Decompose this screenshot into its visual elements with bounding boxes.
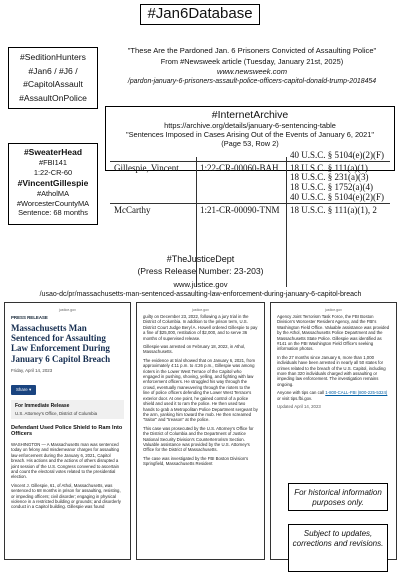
archive-doc-title: "Sentences Imposed in Cases Arising Out of the Events of January 6, 2021" [125,130,375,139]
table-cell-case: 1:22-CR-00060-BAH [200,163,279,173]
title-box [140,4,260,25]
article-subhead: Defendant Used Police Shield to Ram Into Officers [11,424,123,438]
page-title: #Jan6Database [147,5,253,22]
person-handle: #SweaterHead [23,147,83,157]
archive-tag: #InternetArchive [211,109,289,121]
chevron-down-icon: ▾ [28,386,32,392]
historical-note [288,483,388,511]
doj-site: www.justice.gov [173,280,228,289]
doj-path: /usao-dc/pr/massachusetts-man-sentenced-assaulting-law-enforcement-during-january-6-capitol-breach [39,291,362,298]
contact-tail: or visit tips.fbi.gov. [277,395,313,401]
article-paragraph: WASHINGTON — A Massachusetts man was sentenced today on felony and misdemeanor charges for assaulting law enforcement during the January 6, 2021, Capitol breach. His actions and the actions of others disrupted a joint session of the U.S. Congress convened to ascertain and count the electoral votes related to the presidential election. [11,442,119,480]
person-box [8,143,98,225]
release-info-box [11,400,124,419]
table-cell-statute: 18 U.S.C. § 111(a)(1) [290,163,368,173]
article-paragraph: Vincent J. Gillespie, 61, of Athol, Massachusetts, was sentenced to 68 months in prison for assaulting, resisting, or impeding officers; civil disorder; engaging in physical violence in a restricted building or grounds; and disorderly conduct in a Capitol building. Gillespie was found [11,482,121,510]
table-row [110,203,390,215]
article-column [136,302,265,560]
column-header: justice.gov [325,308,342,312]
person-case: 1:22-CR-60 [33,167,73,177]
doj-tag: #TheJusticeDept [166,254,235,264]
hashtag: #AssaultOnPolice [19,92,87,103]
updated-date: Updated April 14, 2023 [277,404,321,410]
article-column [4,302,131,560]
release-office: U.S. Attorney's Office, District of Columbia [15,410,98,416]
archive-box [105,106,395,215]
article-paragraph: This case was prosecuted by the U.S. Attorney's Office for the District of Columbia and the Department of Justice National Security Division's Counterterrorism Section. Valuable assistance was provided by the U.S. Attorney's Office for the District of Massachusetts. [143,425,254,453]
table-cell-name: Gillespie, Vincent [114,163,179,173]
hashtag: #SeditionHunters [20,52,86,62]
hashtag: #CapitolAssault [23,79,83,89]
article-column [270,302,397,560]
share-button[interactable] [11,385,36,395]
doj-press-release-number: (Press Release Number: 23-203) [137,266,264,276]
hashtag: #Jan6 / #J6 / [28,65,78,76]
person-fbi-id: #FBI141 [39,158,67,167]
person-location: #AtholMA [36,189,70,199]
article-paragraph: Gillespie was arrested on February 18, 2022, in Athol, Massachusetts. [143,344,246,355]
article-paragraph: Agency Joint Terrorism Task Force, the FBI Boston Division's Worcester Resident Agency, and the FBI's Washington Field Office. Valuable assistance was provided by the Athol, Massachusetts Police Department and the Massachusetts State Police. Gillespie was identified as #141 on the FBI Washington Field Office's seeking information photos. [277,314,390,352]
table-cell-statute: 18 U.S.C. § 1752(a)(4) [290,182,373,192]
contact-paragraph [277,390,390,401]
table-cell-case: 1:21-CR-00090-TNM [200,205,280,215]
table-row [110,161,390,173]
column-header: justice.gov [59,308,76,312]
contact-text: Anyone with tips can call [277,390,326,396]
release-label: For Immediate Release [15,402,70,409]
pardon-site: www.newsweek.com [216,67,288,76]
press-release-title: Massachusetts Man Sentenced for Assaulting Law Enforcement During January 6 Capitol Breach [11,323,111,364]
article-paragraph: guilty on December 23, 2022, following a jury trial in the District of Columbia. In addition to the prison term, U.S. District Court Judge Beryl A. Howell ordered Gillespie to pay a fine of $25,000, restitution of $2,000, and to serve 36 months of supervised release. [143,314,258,341]
updates-note-text: Subject to updates, corrections and revisions. [292,529,384,548]
person-location: #WorcesterCountyMA [16,198,90,208]
table-cell-statute: 40 U.S.C. § 5104(e)(2)(F) [290,150,384,160]
pardon-heading: "These Are the Pardoned Jan. 6 Prisoners Convicted of Assaulting Police" [127,46,377,55]
article-paragraph: In the 27 months since January 6, more than 1,000 individuals have been arrested in nearly all 50 states for crimes related to the breach of the U.S. Capitol, including more than 320 individuals charged with assaulting or impeding law enforcement. The investigation remains ongoing. [277,354,386,387]
tips-phone-link[interactable]: 1-800-CALL-FBI (800-225-5324) [325,390,388,396]
historical-note-text: For historical information purposes only. [294,488,382,507]
press-release-date: Friday, April 14, 2023 [11,367,53,373]
updates-note [288,524,388,572]
person-sentence: Sentence: 68 months [18,208,88,218]
press-release-label: PRESS RELEASE [11,315,48,320]
table-cell-statute: 40 U.S.C. § 5104(e)(2)(F) [290,192,384,202]
table-cell-statute: 18 U.S.C. § 111(a)(1), 2 [290,205,377,215]
column-header: justice.gov [192,308,209,312]
share-label: Share [16,386,28,392]
archive-url: https://archive.org/details/january-6-sentencing-table [164,121,336,130]
hashtags-box [8,47,98,109]
article-paragraph: The evidence at trial showed that on January 6, 2021, from approximately 4:11 p.m. to 4:26 p.m., Gillespie was among rioters in the Lower West Terrace of the Capitol who engaged in pushing, shoving, yelling, and fighting with law enforcement officers. He struggled his way through the crowd, eventually maneuvering through the rioters to the line of police officers defending the Lower West Terrace's exterior door. At one point, he gained control of a police shield and used it to ram the police. He then used two hands to grab a Metropolitan Police Department sergeant by the arm, yanking him toward the mob. He then screamed "traitor" and "treason" at the police. [143,357,258,423]
table-cell-statute: 18 U.S.C. § 231(a)(3) [290,172,369,182]
pardon-path: /pardon-january-6-prisoners-assault-police-officers-capitol-donald-trump-2018454 [127,78,377,85]
archive-page-ref: (Page 53, Row 2) [221,139,279,148]
article-paragraph: The case was investigated by the FBI Boston Division's Springfield, Massachusetts Resident [143,455,249,467]
person-name-tag: #VincentGillespie [17,178,89,189]
table-cell-name: McCarthy [114,205,151,215]
pardon-source: From #Newsweek article (Tuesday, January 21st, 2025) [160,57,344,66]
